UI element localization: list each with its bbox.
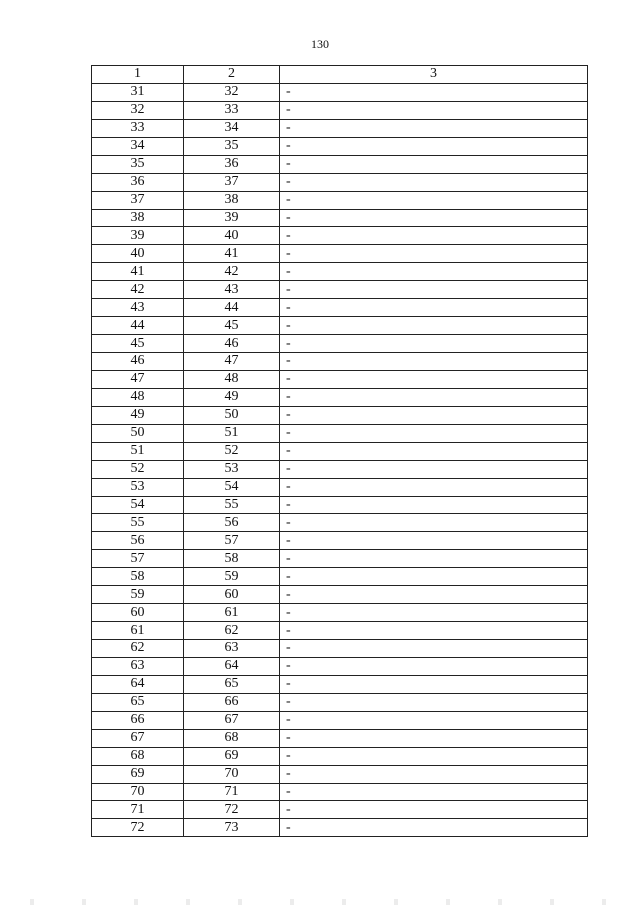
table-cell-col1: 69 <box>92 765 184 783</box>
table-row <box>92 586 588 604</box>
table-cell-col1: 36 <box>92 173 184 191</box>
table-cell-col2: 54 <box>184 478 280 496</box>
table-cell-col1: 67 <box>92 729 184 747</box>
table-cell-col1: 33 <box>92 119 184 137</box>
table-cell-col1: 57 <box>92 550 184 568</box>
table-cell-col1: 45 <box>92 335 184 353</box>
table-row <box>92 119 588 137</box>
table-cell-col3: - <box>280 640 588 658</box>
table-row <box>92 406 588 424</box>
table-cell-col2: 53 <box>184 460 280 478</box>
table-cell-col1: 49 <box>92 406 184 424</box>
table-cell-col2: 55 <box>184 496 280 514</box>
table-cell-col1: 66 <box>92 711 184 729</box>
table-cell-col3: - <box>280 801 588 819</box>
table-cell-col1: 65 <box>92 693 184 711</box>
table-row <box>92 640 588 658</box>
table-row <box>92 263 588 281</box>
table-cell-col3: - <box>280 335 588 353</box>
table-cell-col1: 39 <box>92 227 184 245</box>
table-cell-col1: 61 <box>92 622 184 640</box>
column-header-3: 3 <box>280 66 588 84</box>
table-row <box>92 388 588 406</box>
table-cell-col3: - <box>280 101 588 119</box>
table-cell-col2: 62 <box>184 622 280 640</box>
table-cell-col3: - <box>280 460 588 478</box>
table-cell-col2: 47 <box>184 353 280 371</box>
table-cell-col1: 70 <box>92 783 184 801</box>
table-cell-col3: - <box>280 137 588 155</box>
table-cell-col2: 72 <box>184 801 280 819</box>
table-row <box>92 191 588 209</box>
header-row <box>92 66 588 84</box>
table-cell-col2: 57 <box>184 532 280 550</box>
table-cell-col3: - <box>280 657 588 675</box>
table-row <box>92 675 588 693</box>
table-row <box>92 137 588 155</box>
table-cell-col2: 45 <box>184 317 280 335</box>
table-cell-col2: 42 <box>184 263 280 281</box>
table-cell-col2: 65 <box>184 675 280 693</box>
table-cell-col1: 55 <box>92 514 184 532</box>
table-row <box>92 532 588 550</box>
table-cell-col2: 48 <box>184 370 280 388</box>
table-header <box>92 66 588 84</box>
table-row <box>92 370 588 388</box>
table-cell-col1: 35 <box>92 155 184 173</box>
table-row <box>92 478 588 496</box>
table-cell-col3: - <box>280 765 588 783</box>
table-cell-col3: - <box>280 747 588 765</box>
table-cell-col2: 41 <box>184 245 280 263</box>
table-cell-col1: 62 <box>92 640 184 658</box>
table-row <box>92 801 588 819</box>
table-cell-col1: 40 <box>92 245 184 263</box>
table-row <box>92 550 588 568</box>
table-cell-col3: - <box>280 119 588 137</box>
table-row <box>92 568 588 586</box>
table-cell-col2: 60 <box>184 586 280 604</box>
table-cell-col1: 54 <box>92 496 184 514</box>
table-cell-col3: - <box>280 442 588 460</box>
table-cell-col1: 37 <box>92 191 184 209</box>
table-cell-col2: 36 <box>184 155 280 173</box>
table-row <box>92 299 588 317</box>
table-cell-col3: - <box>280 173 588 191</box>
table-cell-col1: 59 <box>92 586 184 604</box>
table-cell-col2: 51 <box>184 424 280 442</box>
table-cell-col1: 58 <box>92 568 184 586</box>
table-cell-col2: 67 <box>184 711 280 729</box>
table-cell-col1: 52 <box>92 460 184 478</box>
table-cell-col2: 38 <box>184 191 280 209</box>
table-row <box>92 729 588 747</box>
table-cell-col1: 72 <box>92 819 184 837</box>
table-cell-col3: - <box>280 550 588 568</box>
table-row <box>92 460 588 478</box>
table-cell-col2: 71 <box>184 783 280 801</box>
table-cell-col2: 50 <box>184 406 280 424</box>
table-cell-col1: 51 <box>92 442 184 460</box>
table-row <box>92 747 588 765</box>
table-cell-col2: 63 <box>184 640 280 658</box>
table-cell-col2: 44 <box>184 299 280 317</box>
table-cell-col3: - <box>280 729 588 747</box>
table-cell-col1: 42 <box>92 281 184 299</box>
table-cell-col3: - <box>280 370 588 388</box>
table-cell-col3: - <box>280 478 588 496</box>
table-cell-col3: - <box>280 514 588 532</box>
table-cell-col2: 61 <box>184 604 280 622</box>
table-cell-col3: - <box>280 783 588 801</box>
table-cell-col3: - <box>280 227 588 245</box>
table-cell-col2: 39 <box>184 209 280 227</box>
table-cell-col1: 38 <box>92 209 184 227</box>
table-cell-col2: 64 <box>184 657 280 675</box>
table-row <box>92 711 588 729</box>
table-row <box>92 819 588 837</box>
table-cell-col2: 69 <box>184 747 280 765</box>
table-row <box>92 693 588 711</box>
table-cell-col2: 40 <box>184 227 280 245</box>
table-cell-col2: 33 <box>184 101 280 119</box>
table-cell-col1: 34 <box>92 137 184 155</box>
table-row <box>92 281 588 299</box>
table-cell-col1: 63 <box>92 657 184 675</box>
table-cell-col2: 37 <box>184 173 280 191</box>
table-cell-col3: - <box>280 281 588 299</box>
table-row <box>92 317 588 335</box>
table-cell-col1: 68 <box>92 747 184 765</box>
data-table <box>91 65 588 837</box>
table-cell-col1: 71 <box>92 801 184 819</box>
table-cell-col2: 68 <box>184 729 280 747</box>
table-row <box>92 335 588 353</box>
table-cell-col1: 41 <box>92 263 184 281</box>
table-cell-col1: 31 <box>92 83 184 101</box>
table-cell-col2: 49 <box>184 388 280 406</box>
table-cell-col3: - <box>280 245 588 263</box>
table-cell-col3: - <box>280 586 588 604</box>
table-cell-col3: - <box>280 155 588 173</box>
table-row <box>92 245 588 263</box>
table-cell-col2: 32 <box>184 83 280 101</box>
column-header-1: 1 <box>92 66 184 84</box>
table-cell-col1: 43 <box>92 299 184 317</box>
table-cell-col3: - <box>280 83 588 101</box>
table-cell-col1: 32 <box>92 101 184 119</box>
table-cell-col3: - <box>280 604 588 622</box>
table-cell-col3: - <box>280 819 588 837</box>
table-cell-col3: - <box>280 263 588 281</box>
table-row <box>92 783 588 801</box>
table-row <box>92 514 588 532</box>
table-cell-col3: - <box>280 532 588 550</box>
table-row <box>92 622 588 640</box>
table-cell-col1: 50 <box>92 424 184 442</box>
table-cell-col1: 47 <box>92 370 184 388</box>
table-cell-col2: 66 <box>184 693 280 711</box>
table-cell-col3: - <box>280 353 588 371</box>
table-row <box>92 353 588 371</box>
table-cell-col1: 53 <box>92 478 184 496</box>
table-cell-col2: 70 <box>184 765 280 783</box>
table-cell-col2: 43 <box>184 281 280 299</box>
table-cell-col3: - <box>280 424 588 442</box>
column-header-2: 2 <box>184 66 280 84</box>
table-row <box>92 101 588 119</box>
table-row <box>92 657 588 675</box>
table-cell-col3: - <box>280 299 588 317</box>
table-cell-col3: - <box>280 675 588 693</box>
table-cell-col1: 48 <box>92 388 184 406</box>
table-row <box>92 173 588 191</box>
table-cell-col3: - <box>280 568 588 586</box>
table-cell-col3: - <box>280 209 588 227</box>
table-cell-col3: - <box>280 693 588 711</box>
table-cell-col1: 64 <box>92 675 184 693</box>
table-row <box>92 227 588 245</box>
table-row <box>92 155 588 173</box>
table-cell-col2: 35 <box>184 137 280 155</box>
table-row <box>92 765 588 783</box>
page-number: 130 <box>311 37 329 51</box>
table-cell-col3: - <box>280 622 588 640</box>
table-cell-col2: 52 <box>184 442 280 460</box>
table-row <box>92 209 588 227</box>
table-row <box>92 496 588 514</box>
table-cell-col3: - <box>280 191 588 209</box>
table-cell-col2: 56 <box>184 514 280 532</box>
table-row <box>92 442 588 460</box>
table-cell-col2: 34 <box>184 119 280 137</box>
table-row <box>92 83 588 101</box>
table-cell-col2: 58 <box>184 550 280 568</box>
table-cell-col3: - <box>280 496 588 514</box>
table-row <box>92 604 588 622</box>
table-cell-col3: - <box>280 406 588 424</box>
table-cell-col1: 56 <box>92 532 184 550</box>
table-cell-col1: 60 <box>92 604 184 622</box>
table-cell-col1: 46 <box>92 353 184 371</box>
table-cell-col2: 59 <box>184 568 280 586</box>
table-row <box>92 424 588 442</box>
table-cell-col3: - <box>280 388 588 406</box>
table-cell-col1: 44 <box>92 317 184 335</box>
scan-edge-artifact <box>0 899 640 905</box>
table-cell-col2: 73 <box>184 819 280 837</box>
table-body <box>92 83 588 836</box>
table-cell-col3: - <box>280 317 588 335</box>
table-cell-col2: 46 <box>184 335 280 353</box>
table-cell-col3: - <box>280 711 588 729</box>
